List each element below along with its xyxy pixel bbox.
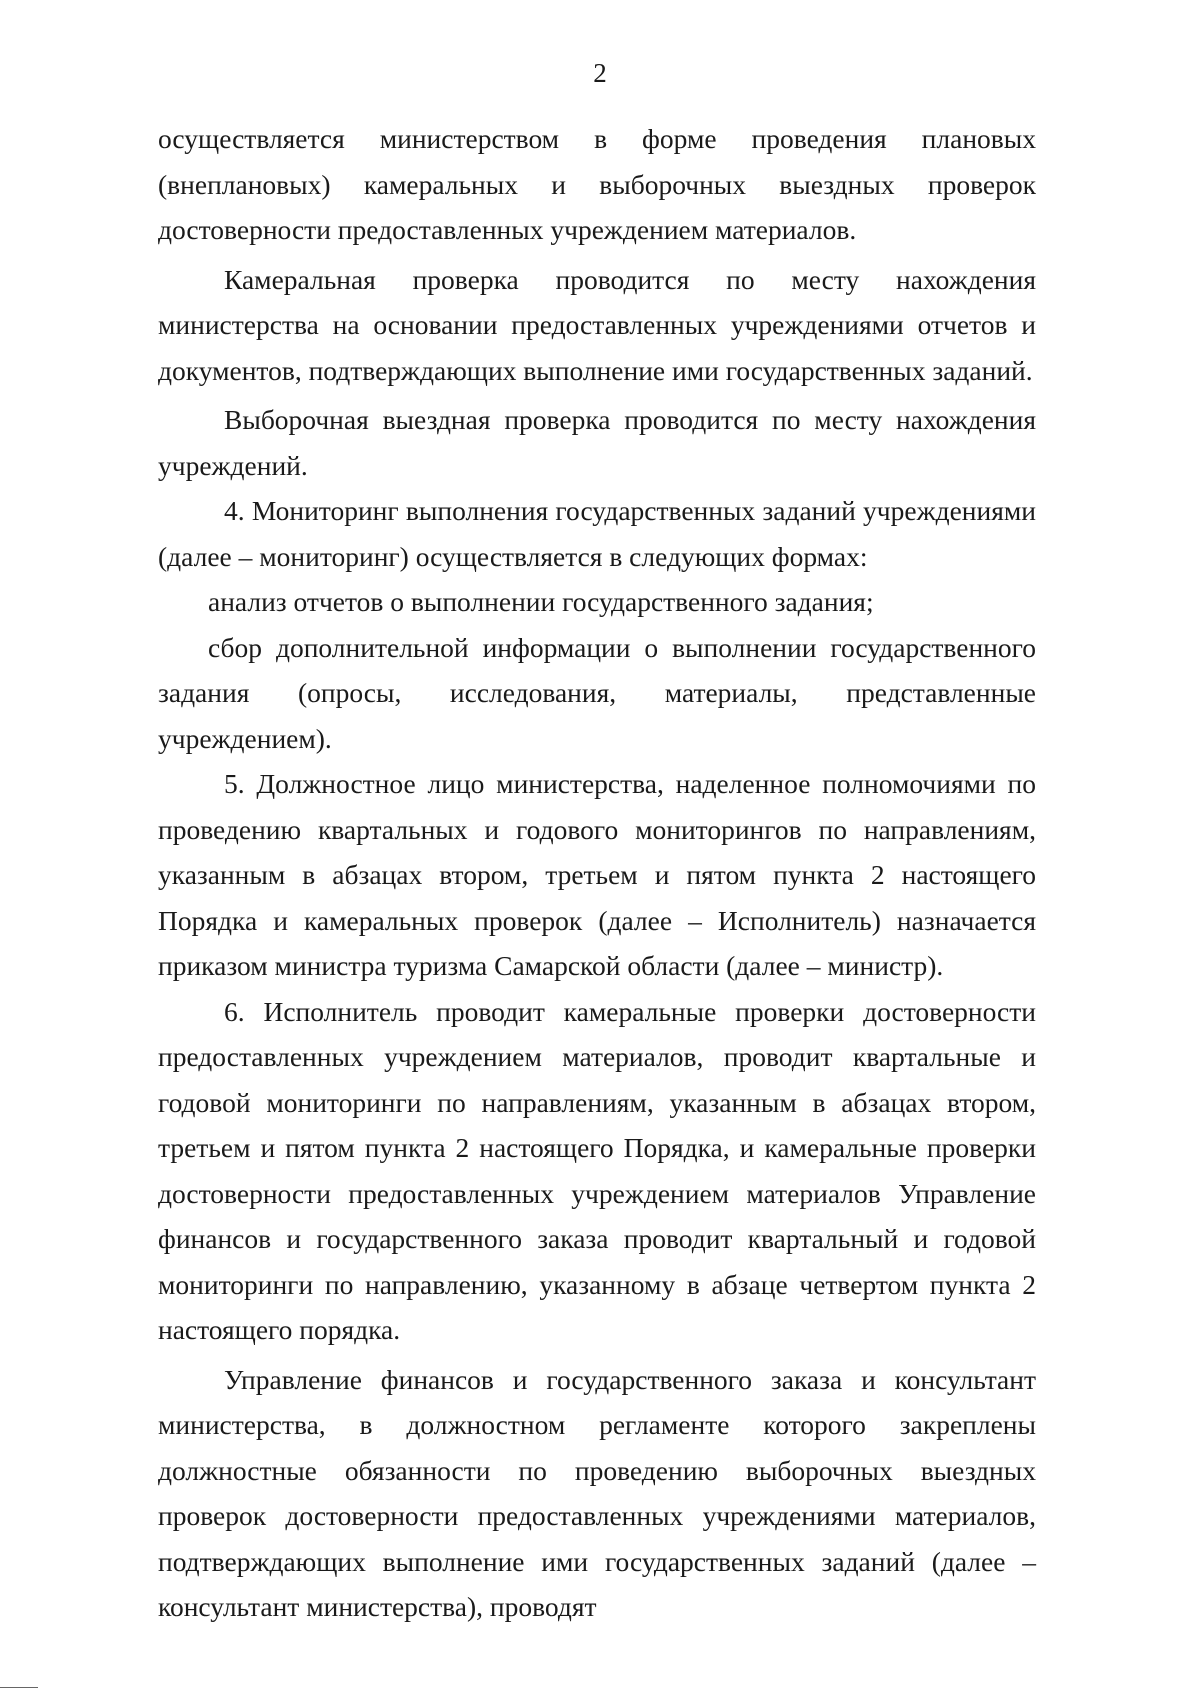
paragraph-finance-department: Управление финансов и государственного заказа и консультант министерства, в должностном регламенте которого закреплены должностные обязанности по проведению выборочных выездных проверок достоверности предоставленных учреждениями материалов, подтверждающих выполнение ими государственных заданий (далее – консультант министерства), проводят [158,1363,1036,1622]
paragraph-item-6: 6. Исполнитель проводит камеральные проверки достоверности предоставленных учреждением материалов, проводит квартальные и годовой мониторинги по направлениям, указанным в абзацах втором, третьем и пятом пункта 2 настоящего Порядка, и камеральные проверки достоверности предоставленных учреждением материалов Управление финансов и государственного заказа проводит квартальный и годовой мониторинги по направлению, указанному в абзаце четвертом пункта 2 настоящего порядка. [158,995,1036,1345]
paragraph-continuation: осуществляется министерством в форме проведения плановых (внеплановых) камеральных и выборочных выездных проверок достоверности предоставленных учреждением материалов. [158,123,1036,245]
paragraph-cameral-check: Камеральная проверка проводится по месту нахождения министерства на основании предоставленных учреждениями отчетов и документов, подтверждающих выполнение ими государственных заданий. [158,263,1036,386]
paragraph-form-collection: сбор дополнительной информации о выполнении государственного задания (опросы, исследования, материалы, представленные учреждением). [158,631,1036,754]
paragraph-form-analysis: анализ отчетов о выполнении государственного задания; [208,586,874,617]
paragraph-field-check: Выборочная выездная проверка проводится по месту нахождения учреждений. [158,404,1036,481]
paragraph-item-4: 4. Мониторинг выполнения государственных заданий учреждениями (далее – мониторинг) осуществляется в следующих формах: [158,495,1036,572]
bottom-edge-mark [0,1687,38,1688]
document-body [158,116,1036,1630]
page-number: 2 [593,58,607,88]
paragraph-item-5: 5. Должностное лицо министерства, наделенное полномочиями по проведению квартальных и годового мониторингов по направлениям, указанным в абзацах втором, третьем и пятом пункта 2 настоящего Порядка и камеральных проверок (далее – Исполнитель) назначается приказом министра туризма Самарской области (далее – министр). [158,768,1036,981]
